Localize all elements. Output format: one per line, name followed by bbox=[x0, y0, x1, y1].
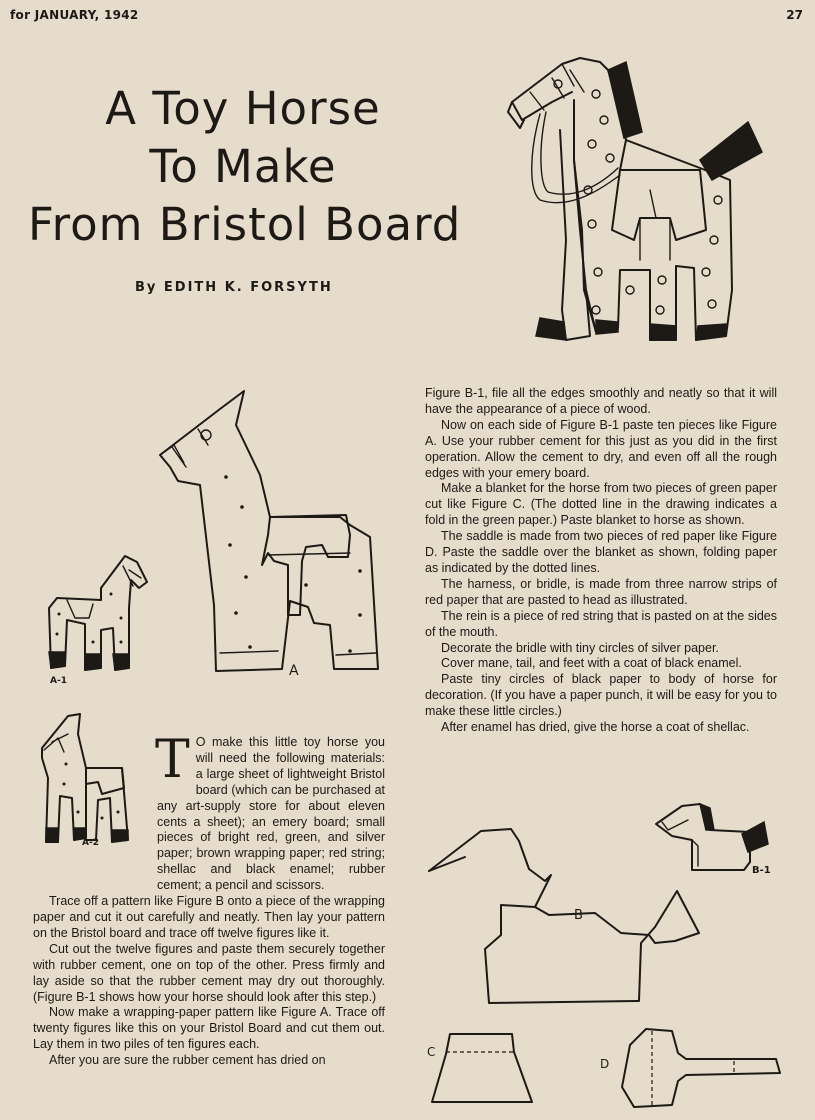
figure-c-illustration bbox=[428, 1030, 538, 1110]
paragraph: The harness, or bridle, is made from three narrow strips of red paper that are pasted to head as illustrated. bbox=[425, 576, 777, 607]
article-title bbox=[28, 80, 462, 254]
paragraph: Decorate the bridle with tiny circles of silver paper. bbox=[441, 640, 719, 655]
byline: By EDITH K. FORSYTH bbox=[135, 280, 333, 295]
finished-horse-illustration bbox=[500, 40, 800, 360]
intro-paragraph bbox=[33, 730, 385, 894]
figure-a1-illustration bbox=[45, 548, 155, 678]
paragraph: After you are sure the rubber cement has dried on bbox=[49, 1053, 326, 1068]
figure-b1-label: B-1 bbox=[752, 865, 771, 876]
paragraph: Cover mane, tail, and feet with a coat of black enamel. bbox=[441, 656, 742, 671]
figure-a-illustration bbox=[150, 385, 390, 685]
page-number: 27 bbox=[786, 8, 803, 22]
paragraph: Figure B-1, file all the edges smoothly and neatly so that it will have the appearance of a piece of wood. bbox=[425, 386, 777, 416]
figure-a1-label: A-1 bbox=[50, 676, 67, 686]
paragraph: After enamel has dried, give the horse a coat of shellac. bbox=[441, 720, 750, 735]
figure-c-label: C bbox=[427, 1045, 436, 1059]
left-column-text bbox=[33, 730, 385, 1069]
figure-d-illustration bbox=[618, 1025, 798, 1115]
figure-b1-illustration bbox=[652, 800, 772, 875]
title-line-2: To Make bbox=[149, 140, 337, 193]
paragraph: Make a blanket for the horse from two pieces of green paper cut like Figure C. (The dotted line in the drawing indicates a fold in the green paper.) Paste blanket to horse as shown. bbox=[425, 481, 777, 528]
intro-text: O make this little toy horse you will need the following materials: a large sheet of lightweight Bristol board (which can be purchased at any art-supply store for about eleven cents a sheet); an emery board; small pieces of bright red, green, and silver paper; brown wrapping paper; red string; shellac and black enamel; rubber cement; a pencil and scissors. bbox=[157, 735, 385, 893]
title-line-1: A Toy Horse bbox=[105, 82, 381, 135]
paragraph: Now on each side of Figure B-1 paste ten pieces like Figure A. Use your rubber cement for this just as you did in the first operation. Allow the cement to dry, and even off all the rough edges with your emery board. bbox=[425, 417, 777, 480]
figure-a2-label: A-2 bbox=[82, 838, 99, 848]
figure-a-label: A bbox=[289, 663, 299, 679]
issue-date: for JANUARY, 1942 bbox=[10, 8, 139, 22]
paragraph: Now make a wrapping-paper pattern like Figure A. Trace off twenty figures like this on your Bristol Board and cut them out. Lay them in two piles of ten figures each. bbox=[33, 1005, 385, 1052]
title-line-3: From Bristol Board bbox=[28, 198, 462, 251]
drop-cap: T bbox=[155, 730, 190, 790]
paragraph: Trace off a pattern like Figure B onto a piece of the wrapping paper and cut it out carefully and neatly. Then lay your pattern on the Bristol board and trace off twelve figures like it. bbox=[33, 894, 385, 940]
paragraph: The saddle is made from two pieces of red paper like Figure D. Paste the saddle over the blanket as shown, folding paper as indicated by the dotted lines. bbox=[425, 529, 777, 575]
figure-b-label: B bbox=[574, 908, 583, 923]
figure-d-label: D bbox=[600, 1057, 610, 1071]
paragraph: Cut out the twelve figures and paste them securely together with rubber cement, one on top of the other. Press firmly and lay aside so that the rubber cement may dry out thoroughly. (Figure B-1 shows how your horse should look after this step.) bbox=[33, 941, 385, 1004]
paragraph: Paste tiny circles of black paper to body of horse for decoration. (If you have a paper punch, it will be easy for you to make these little circles.) bbox=[425, 672, 777, 719]
right-column-text bbox=[425, 386, 777, 736]
paragraph: The rein is a piece of red string that is pasted on at the sides of the mouth. bbox=[425, 608, 777, 639]
